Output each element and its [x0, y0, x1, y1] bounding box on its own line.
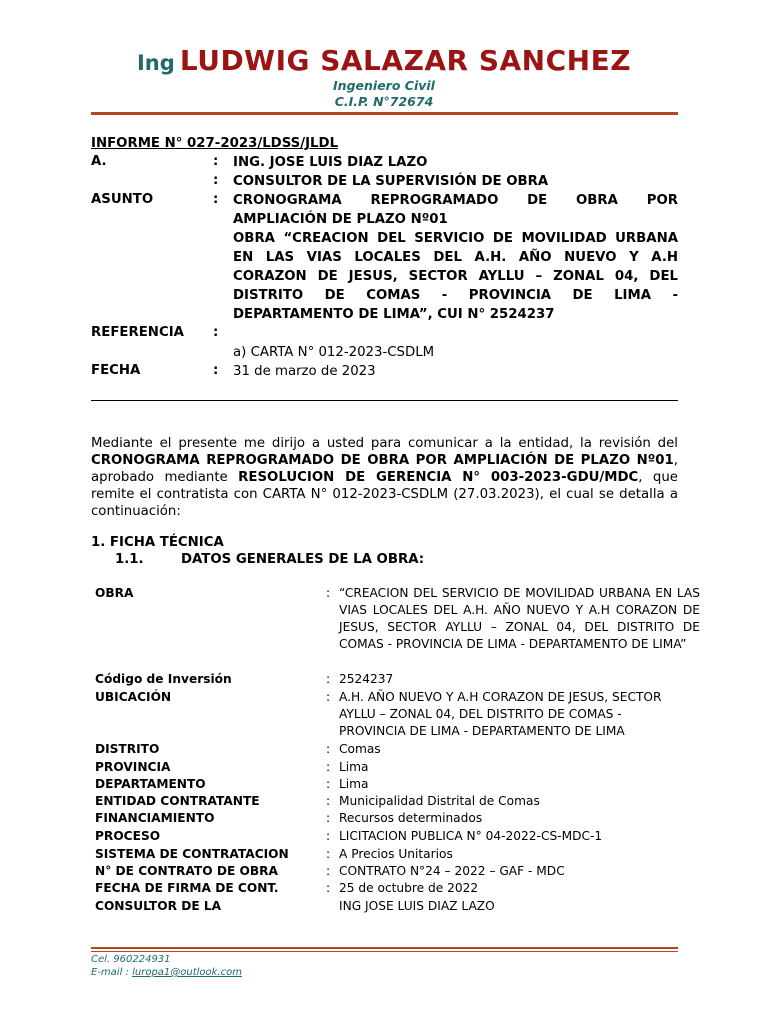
- table-row-value: Comas: [339, 742, 381, 756]
- body-text-2: , aprobado mediante: [91, 453, 678, 485]
- letterhead-cip: C.I.P. N°72674: [334, 94, 434, 109]
- table-row-value: 25 de octubre de 2022: [339, 881, 479, 895]
- body-text-1: Mediante el presente me dirijo a usted para comunicar a la entidad, la revisión del: [91, 436, 678, 451]
- role-colon: :: [213, 173, 219, 188]
- obra-value: “CREACION DEL SERVICIO DE MOVILIDAD URBANA EN LAS VIAS LOCALES DEL A.H. AÑO NUEVO Y A.H CORAZON DE JESUS, SECTOR AYLLU – ZONAL 04, DEL DISTRITO DE COMAS - PROVINCIA DE LIMA - DEPARTAMENTO DE LIMA”: [339, 586, 700, 651]
- table-row-colon: :: [326, 742, 331, 756]
- ubicacion-value: A.H. AÑO NUEVO Y A.H CORAZON DE JESUS, SECTOR AYLLU – ZONAL 04, DEL DISTRITO DE COMAS - PROVINCIA DE LIMA - DEPARTAMENTO DE LIMA: [339, 690, 662, 738]
- reference-item: a) CARTA N° 012-2023-CSDLM: [233, 345, 435, 360]
- date-value: 31 de marzo de 2023: [233, 364, 376, 379]
- footer-phone: Cel. 960224931: [91, 954, 171, 965]
- subject-text: CRONOGRAMA REPROGRAMADO DE OBRA POR AMPLIACIÓN DE PLAZO Nº01: [233, 193, 678, 227]
- ubicacion-label: UBICACIÓN: [95, 690, 172, 704]
- table-row-label: FINANCIAMIENTO: [95, 811, 215, 825]
- table-row-label: PROCESO: [95, 829, 161, 843]
- table-row-value: A Precios Unitarios: [339, 847, 453, 861]
- table-row-colon: :: [326, 777, 331, 791]
- subsection-title: DATOS GENERALES DE LA OBRA:: [181, 552, 425, 567]
- footer-email-link[interactable]: luropa1@outlook.com: [132, 967, 242, 978]
- subject-label: ASUNTO: [91, 192, 154, 207]
- consultor-value: ING JOSE LUIS DIAZ LAZO: [339, 899, 495, 913]
- table-row-colon: :: [326, 794, 331, 808]
- footer-rule: [91, 947, 678, 949]
- table-row-label: PROVINCIA: [95, 760, 171, 774]
- to-colon: :: [213, 154, 219, 169]
- table-row-label: ENTIDAD CONTRATANTE: [95, 794, 260, 808]
- table-row-label: N° DE CONTRATO DE OBRA: [95, 864, 278, 878]
- codigo-label: Código de Inversión: [95, 672, 232, 686]
- table-row-colon: :: [326, 829, 331, 843]
- table-row-label: DEPARTAMENTO: [95, 777, 206, 791]
- memo-number: INFORME N° 027-2023/LDSS/JLDL: [91, 136, 339, 151]
- date-colon: :: [213, 363, 219, 378]
- obra-label: OBRA: [95, 586, 134, 600]
- table-row-colon: :: [326, 760, 331, 774]
- subject-colon: :: [213, 192, 219, 207]
- subsection-number: 1.1.: [115, 552, 144, 567]
- table-row-colon: :: [326, 864, 331, 878]
- body-text-3: , que remite el contratista con CARTA N° 012-2023-CSDLM (27.03.2023), el cual se detalla a continuación:: [91, 470, 678, 519]
- table-row-value: Lima: [339, 760, 369, 774]
- body-bold-2: RESOLUCION DE GERENCIA N° 003-2023-GDU/MDC: [238, 470, 639, 485]
- memo-divider: [91, 400, 678, 401]
- table-row-label: DISTRITO: [95, 742, 160, 756]
- codigo-colon: :: [326, 672, 331, 686]
- footer-email-label: E-mail :: [91, 967, 133, 978]
- body-paragraph: [91, 435, 678, 520]
- codigo-value: 2524237: [339, 672, 394, 686]
- table-row-label: FECHA DE FIRMA DE CONT.: [95, 881, 279, 895]
- table-row-value: CONTRATO N°24 – 2022 – GAF - MDC: [339, 864, 565, 878]
- body-bold-1: CRONOGRAMA REPROGRAMADO DE OBRA POR AMPLIACIÓN DE PLAZO Nº01: [91, 453, 674, 468]
- table-row-colon: :: [326, 811, 331, 825]
- letterhead-profession: Ingeniero Civil: [333, 78, 435, 93]
- table-row-value: Municipalidad Distrital de Comas: [339, 794, 540, 808]
- letterhead-name: LUDWIG SALAZAR SANCHEZ: [179, 44, 632, 77]
- footer-rule-thin: [91, 951, 678, 952]
- to-name: ING. JOSE LUIS DIAZ LAZO: [233, 155, 428, 170]
- date-label: FECHA: [91, 363, 141, 378]
- header-rule: [91, 112, 678, 115]
- table-row-value: Recursos determinados: [339, 811, 483, 825]
- obra-colon: :: [326, 586, 331, 600]
- to-role: CONSULTOR DE LA SUPERVISIÓN DE OBRA: [233, 174, 549, 189]
- consultor-label: CONSULTOR DE LA: [95, 899, 222, 913]
- table-row-value: Lima: [339, 777, 369, 791]
- letterhead-prefix: Ing: [136, 51, 175, 75]
- table-row-value: LICITACION PUBLICA N° 04-2022-CS-MDC-1: [339, 829, 603, 843]
- reference-colon: :: [213, 325, 219, 340]
- section-heading: 1. FICHA TÉCNICA: [91, 535, 224, 550]
- table-row-label: SISTEMA DE CONTRATACION: [95, 847, 289, 861]
- to-label: A.: [91, 154, 107, 169]
- reference-label: REFERENCIA: [91, 325, 184, 340]
- subject-obra: OBRA “CREACION DEL SERVICIO DE MOVILIDAD URBANA EN LAS VIAS LOCALES DEL A.H. AÑO NUEVO Y A.H CORAZON DE JESUS, SECTOR AYLLU – ZONAL 04, DEL DISTRITO DE COMAS - PROVINCIA DE LIMA - DEPARTAMENTO DE LIMA”, CUI N° 2524237: [233, 231, 678, 322]
- footer-email-line: [91, 966, 242, 979]
- letterhead-title: [0, 44, 768, 77]
- table-row-colon: :: [326, 881, 331, 895]
- table-row-colon: :: [326, 847, 331, 861]
- ubicacion-colon: :: [326, 690, 331, 704]
